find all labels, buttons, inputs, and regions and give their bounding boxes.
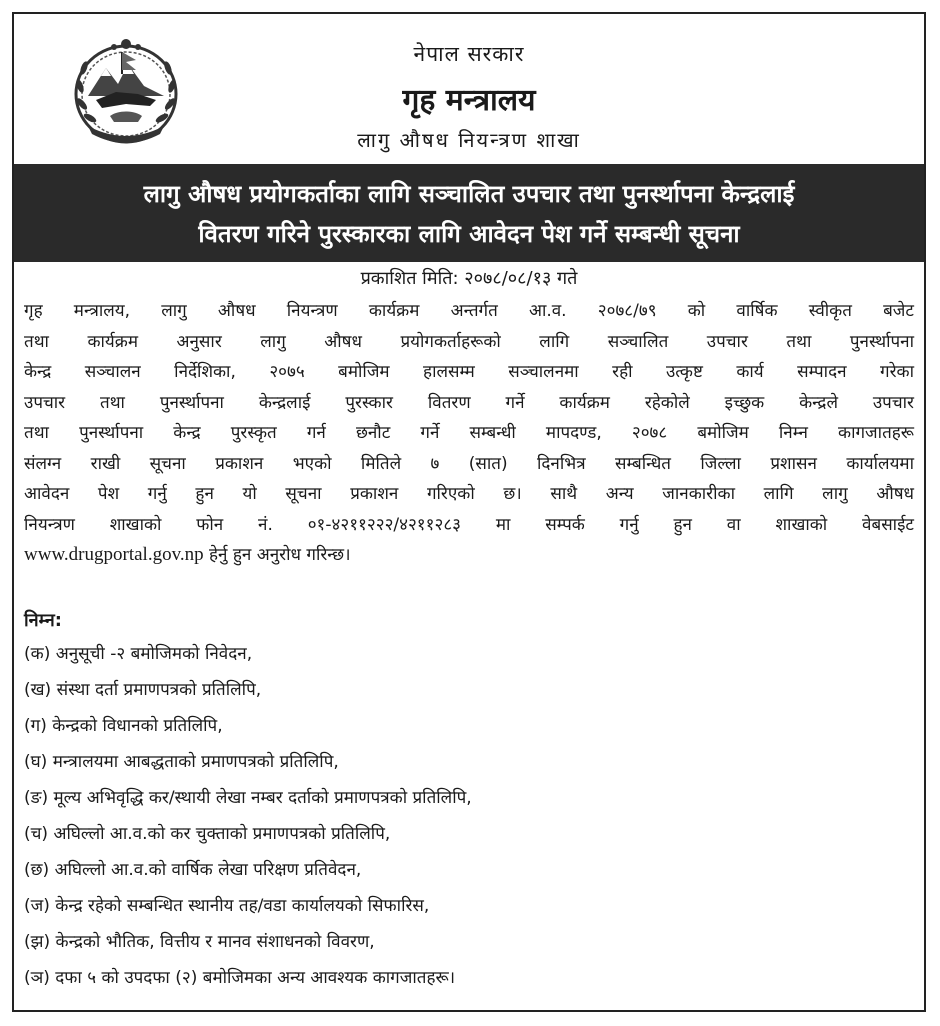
list-item: (ञ) दफा ५ को उपदफा (२) बमोजिमका अन्य आवश्यक कागजातहरू।: [24, 968, 456, 988]
list-item: (च) अघिल्लो आ.व.को कर चुक्ताको प्रमाणपत्रको प्रतिलिपि,: [24, 824, 391, 844]
list-item: (छ) अघिल्लो आ.व.को वार्षिक लेखा परिक्षण प्रतिवेदन,: [24, 860, 362, 880]
list-item: (झ) केन्द्रको भौतिक, वित्तीय र मानव संशाधनको विवरण,: [24, 932, 375, 952]
list-item: (ङ) मूल्य अभिवृद्धि कर/स्थायी लेखा नम्बर दर्ताको प्रमाणपत्रको प्रतिलिपि,: [24, 788, 472, 808]
notice-body: [24, 296, 914, 571]
body-line: गृह मन्त्रालय, लागु औषध नियन्त्रण कार्यक्रम अन्तर्गत आ.व. २०७८/७९ को वार्षिक स्वीकृत बजेट: [24, 301, 914, 321]
body-line: तथा कार्यक्रम अनुसार लागु औषध प्रयोगकर्ताहरूको लागि सञ्चालित उपचार तथा पुनर्स्थापना: [24, 331, 914, 352]
list-item: (ख) संस्था दर्ता प्रमाणपत्रको प्रतिलिपि,: [24, 680, 262, 700]
body-closing-line: [24, 540, 914, 571]
section-name: लागु औषध नियन्त्रण शाखा: [357, 128, 581, 152]
requirements-list: [24, 636, 472, 996]
list-item: (घ) मन्त्रालयमा आबद्धताको प्रमाणपत्रको प्रतिलिपि,: [24, 752, 339, 772]
notice-frame: [12, 12, 926, 1012]
body-line: संलग्न राखी सूचना प्रकाशन भएको मितिले ७ (सात) दिनभित्र सम्बन्धित जिल्ला प्रशासन कार्यालयमा: [24, 453, 914, 474]
ministry-name: गृह मन्त्रालय: [402, 83, 536, 118]
list-item: (ग) केन्द्रको विधानको प्रतिलिपि,: [24, 716, 223, 736]
notice-title-line-2: वितरण गरिने पुरस्कारका लागि आवेदन पेश गर्ने सम्बन्धी सूचना: [198, 220, 740, 248]
notice-title-banner: [14, 164, 924, 262]
notice-title-line-1: लागु औषध प्रयोगकर्ताका लागि सञ्चालित उपचार तथा पुनर्स्थापना केन्द्रलाई: [143, 180, 795, 208]
body-line: तथा पुनर्स्थापना केन्द्र पुरस्कृत गर्न छनौट गर्ने सम्बन्धी मापदण्ड, २०७८ बमोजिम निम्न कागजातहरू: [24, 423, 914, 443]
body-closing-text: हेर्नु हुन अनुरोध गरिन्छ।: [203, 545, 351, 565]
website-link[interactable]: www.drugportal.gov.np: [24, 544, 204, 565]
government-name: नेपाल सरकार: [413, 42, 525, 66]
body-line: उपचार तथा पुनर्स्थापना केन्द्रलाई पुरस्कार वितरण गर्ने कार्यक्रम रहेकोले इच्छुक केन्द्रले उपचार: [24, 392, 914, 413]
list-item: (ज) केन्द्र रहेको सम्बन्धित स्थानीय तह/वडा कार्यालयको सिफारिस,: [24, 896, 430, 916]
published-date: प्रकाशित मिति: २०७८/०८/१३ गते: [360, 268, 578, 289]
body-line: केन्द्र सञ्चालन निर्देशिका, २०७५ बमोजिम हालसम्म सञ्चालनमा रही उत्कृष्ट कार्य सम्पादन गरेका: [24, 362, 914, 382]
body-line: नियन्त्रण शाखाको फोन नं. ०१-४२११२२२/४२११२८३ मा सम्पर्क गर्नु हुन वा शाखाको वेबसाईट: [24, 514, 914, 535]
body-line: आवेदन पेश गर्नु हुन यो सूचना प्रकाशन गरिएको छ। साथै अन्य जानकारीका लागि लागु औषध: [24, 484, 914, 504]
list-item: (क) अनुसूची -२ बमोजिमको निवेदन,: [24, 644, 253, 664]
requirements-title: निम्न:: [24, 610, 62, 631]
